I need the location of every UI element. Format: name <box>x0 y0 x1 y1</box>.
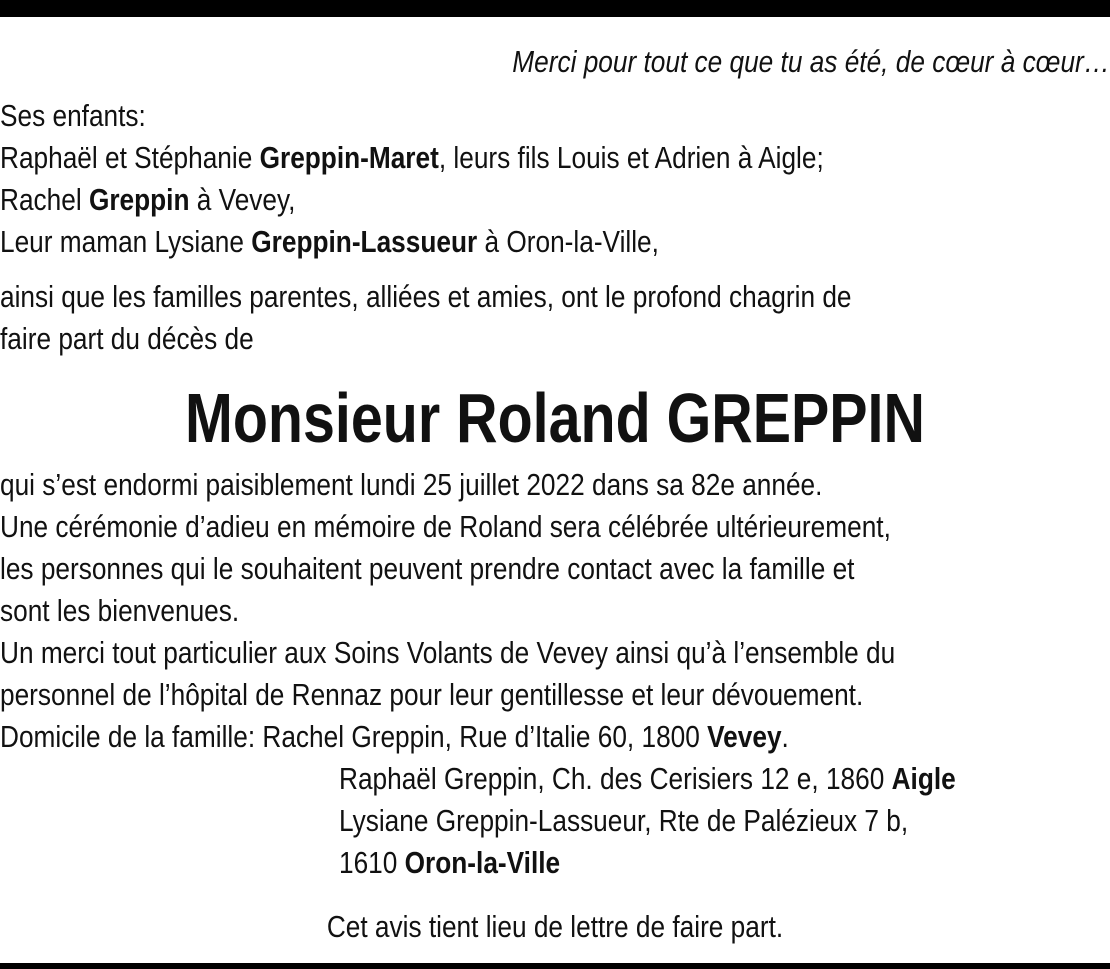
address-4-pre: 1610 <box>339 846 405 880</box>
child-3-post: à Oron-la-Ville, <box>477 225 659 259</box>
child-line-3 <box>0 221 955 263</box>
domicile-line-1 <box>0 716 955 758</box>
child-3-pre: Leur maman Lysiane <box>0 225 252 259</box>
address-1-post: . <box>781 720 789 754</box>
child-line-1 <box>0 137 955 179</box>
domicile-line-4 <box>339 842 1110 884</box>
families-line-1: ainsi que les familles parentes, alliées et amies, ont le profond chagrin de <box>0 280 852 314</box>
top-rule <box>0 0 1110 17</box>
closing-note: Cet avis tient lieu de lettre de faire part. <box>326 910 784 944</box>
address-1-town: Vevey <box>707 720 782 754</box>
families-line-2: faire part du décès de <box>0 322 254 356</box>
address-2-town: Aigle <box>891 762 956 796</box>
bottom-rule <box>0 963 1110 969</box>
child-2-post: à Vevey, <box>189 183 296 217</box>
child-3-surname: Greppin-Lassueur <box>251 225 478 259</box>
child-1-post: , leurs fils Louis et Adrien à Aigle; <box>438 141 824 175</box>
body-line-6: personnel de l’hôpital de Rennaz pour leur gentillesse et leur dévouement. <box>0 678 864 712</box>
child-2-pre: Rachel <box>0 183 89 217</box>
deceased-name: Monsieur Roland GREPPIN <box>185 379 925 457</box>
address-3-pre: Lysiane Greppin-Lassueur, Rte de Palézieux 7 b, <box>339 804 909 838</box>
epigraph: Merci pour tout ce que tu as été, de cœur à cœur… <box>512 45 1110 79</box>
address-2-pre: Raphaël Greppin, Ch. des Cerisiers 12 e, 1860 <box>339 762 892 796</box>
child-2-surname: Greppin <box>88 183 190 217</box>
address-4-town: Oron-la-Ville <box>404 846 561 880</box>
child-1-pre: Raphaël et Stéphanie <box>0 141 260 175</box>
domicile-line-2 <box>339 758 1110 800</box>
intro-line: Ses enfants: <box>0 99 146 133</box>
child-line-2 <box>0 179 955 221</box>
domicile-label: Domicile de la famille: <box>0 720 263 754</box>
domicile-line-3 <box>339 800 1110 842</box>
body-line-1: qui s’est endormi paisiblement lundi 25 juillet 2022 dans sa 82e année. <box>0 468 823 502</box>
body-line-3: les personnes qui le souhaitent peuvent prendre contact avec la famille et <box>0 552 855 586</box>
child-1-surname: Greppin-Maret <box>259 141 439 175</box>
body-line-4: sont les bienvenues. <box>0 594 240 628</box>
body-line-2: Une cérémonie d’adieu en mémoire de Roland sera célébrée ultérieurement, <box>0 510 891 544</box>
body-line-5: Un merci tout particulier aux Soins Volants de Vevey ainsi qu’à l’ensemble du <box>0 636 896 670</box>
address-1-pre: Rachel Greppin, Rue d’Italie 60, 1800 <box>262 720 708 754</box>
